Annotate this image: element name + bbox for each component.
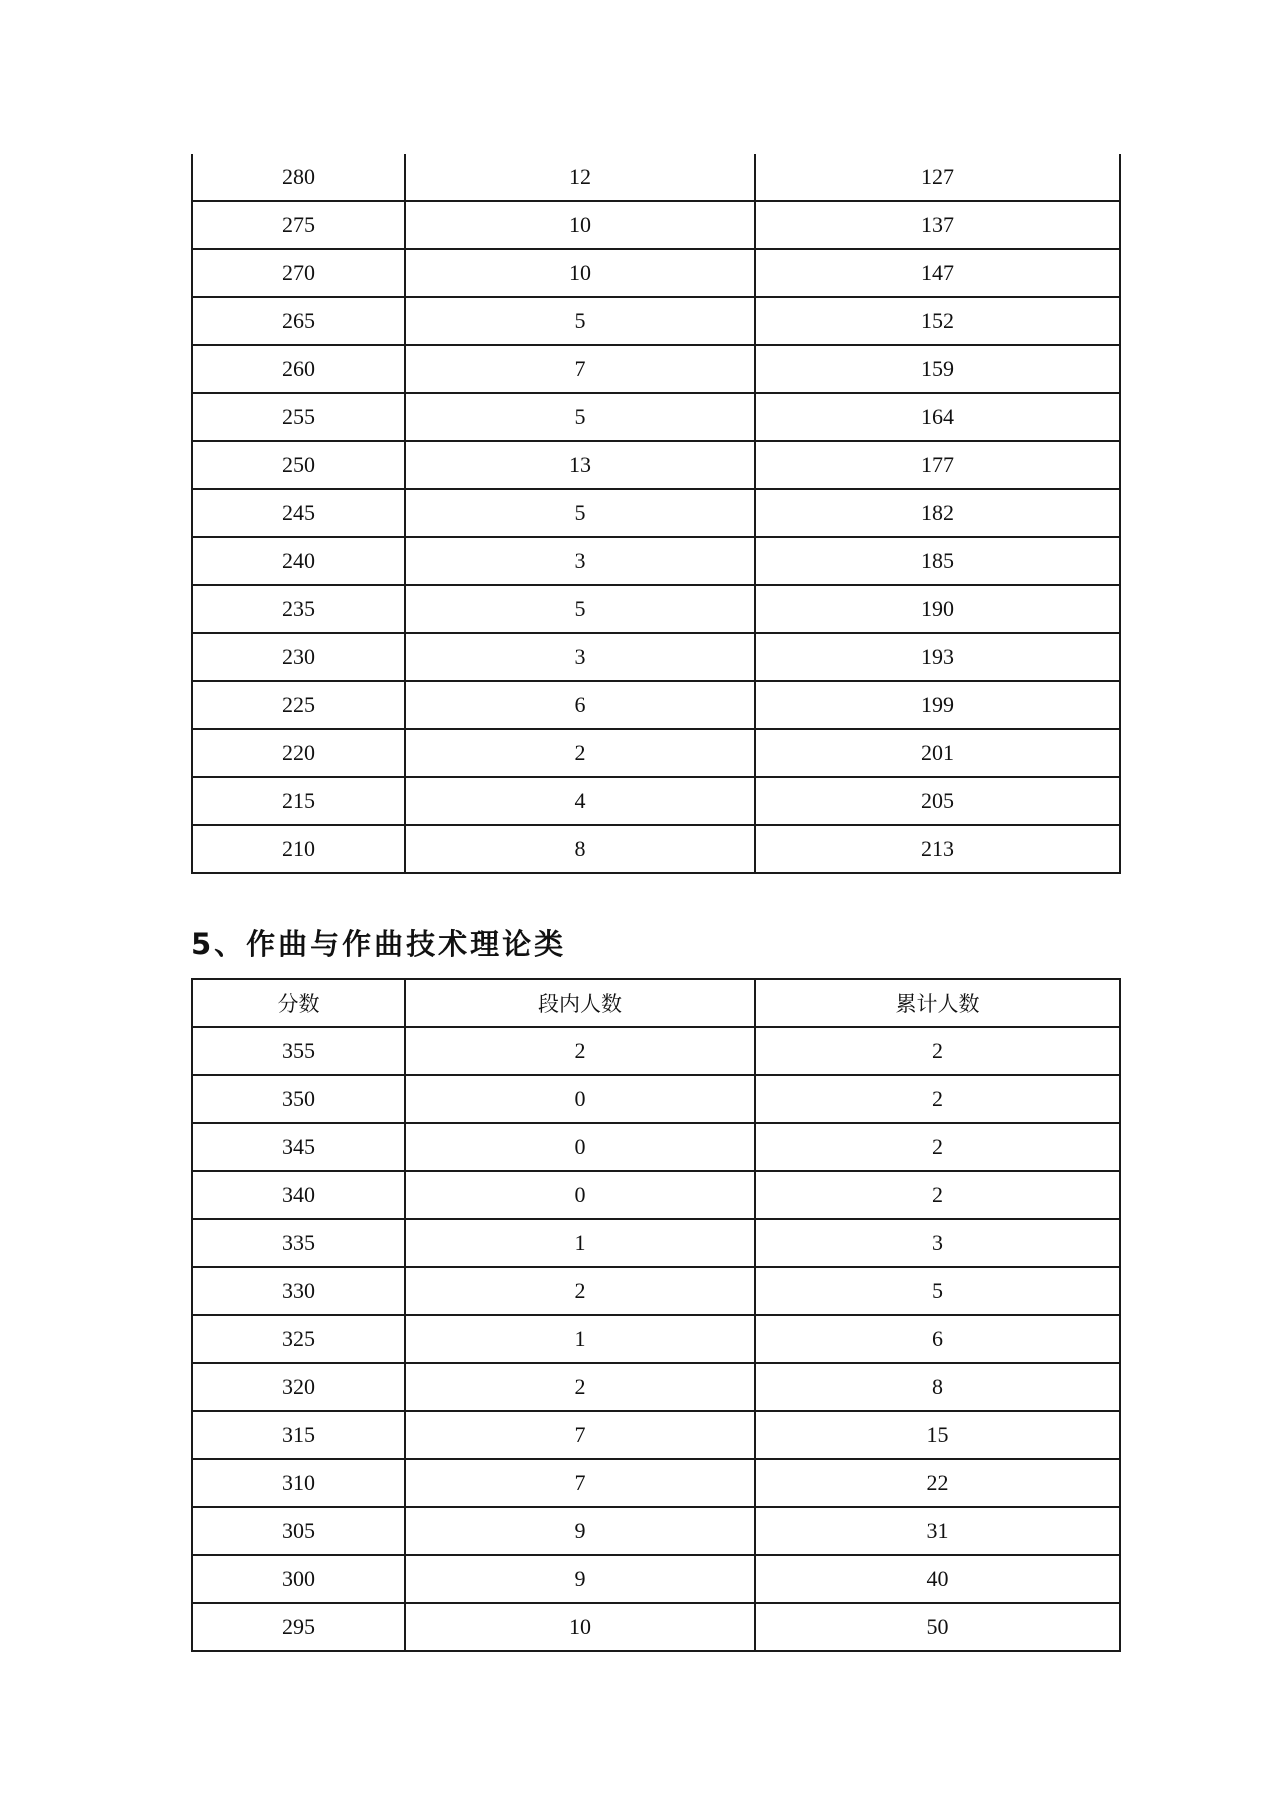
- table-row: [192, 154, 1120, 201]
- cell-cumulative-count: 22: [755, 1459, 1120, 1507]
- cell-score: 250: [192, 441, 405, 489]
- cell-segment-count: 2: [405, 729, 755, 777]
- cell-cumulative-count: 201: [755, 729, 1120, 777]
- cell-score: 305: [192, 1507, 405, 1555]
- cell-segment-count: 5: [405, 585, 755, 633]
- table-row: [192, 585, 1120, 633]
- table-row: [192, 537, 1120, 585]
- cell-segment-count: 1: [405, 1219, 755, 1267]
- score-table-continued: [191, 154, 1121, 874]
- score-table-composition: [191, 978, 1121, 1652]
- table-row: [192, 825, 1120, 873]
- cell-segment-count: 8: [405, 825, 755, 873]
- cell-segment-count: 2: [405, 1267, 755, 1315]
- cell-cumulative-count: 193: [755, 633, 1120, 681]
- cell-cumulative-count: 5: [755, 1267, 1120, 1315]
- table-row: [192, 1459, 1120, 1507]
- table-row: [192, 777, 1120, 825]
- cell-segment-count: 7: [405, 345, 755, 393]
- table-body: [192, 154, 1120, 873]
- cell-cumulative-count: 159: [755, 345, 1120, 393]
- cell-score: 235: [192, 585, 405, 633]
- cell-score: 310: [192, 1459, 405, 1507]
- cell-segment-count: 0: [405, 1123, 755, 1171]
- cell-score: 260: [192, 345, 405, 393]
- cell-cumulative-count: 127: [755, 154, 1120, 201]
- cell-cumulative-count: 2: [755, 1171, 1120, 1219]
- cell-cumulative-count: 152: [755, 297, 1120, 345]
- cell-score: 275: [192, 201, 405, 249]
- cell-cumulative-count: 15: [755, 1411, 1120, 1459]
- cell-cumulative-count: 164: [755, 393, 1120, 441]
- table-header: [192, 979, 1120, 1027]
- cell-cumulative-count: 137: [755, 201, 1120, 249]
- cell-segment-count: 0: [405, 1075, 755, 1123]
- table-row: [192, 1219, 1120, 1267]
- cell-segment-count: 2: [405, 1027, 755, 1075]
- table-row: [192, 201, 1120, 249]
- table-row: [192, 1075, 1120, 1123]
- cell-cumulative-count: 2: [755, 1075, 1120, 1123]
- cell-segment-count: 3: [405, 633, 755, 681]
- table-row: [192, 1171, 1120, 1219]
- table-row: [192, 1411, 1120, 1459]
- table-row: [192, 633, 1120, 681]
- cell-cumulative-count: 213: [755, 825, 1120, 873]
- cell-score: 245: [192, 489, 405, 537]
- cell-segment-count: 3: [405, 537, 755, 585]
- cell-segment-count: 5: [405, 489, 755, 537]
- table-body: [192, 1027, 1120, 1651]
- cell-segment-count: 4: [405, 777, 755, 825]
- cell-segment-count: 2: [405, 1363, 755, 1411]
- cell-score: 255: [192, 393, 405, 441]
- header-cumulative-count: 累计人数: [755, 979, 1120, 1027]
- cell-score: 240: [192, 537, 405, 585]
- cell-score: 335: [192, 1219, 405, 1267]
- cell-score: 280: [192, 154, 405, 201]
- table-row: [192, 345, 1120, 393]
- cell-segment-count: 0: [405, 1171, 755, 1219]
- table-row: [192, 441, 1120, 489]
- table-row: [192, 1123, 1120, 1171]
- table-row: [192, 681, 1120, 729]
- cell-cumulative-count: 205: [755, 777, 1120, 825]
- table-row: [192, 249, 1120, 297]
- cell-score: 270: [192, 249, 405, 297]
- header-score: 分数: [192, 979, 405, 1027]
- cell-segment-count: 1: [405, 1315, 755, 1363]
- cell-cumulative-count: 182: [755, 489, 1120, 537]
- table-row: [192, 1315, 1120, 1363]
- cell-score: 355: [192, 1027, 405, 1075]
- table-row: [192, 1507, 1120, 1555]
- cell-score: 325: [192, 1315, 405, 1363]
- cell-segment-count: 7: [405, 1411, 755, 1459]
- cell-segment-count: 9: [405, 1555, 755, 1603]
- cell-segment-count: 7: [405, 1459, 755, 1507]
- cell-score: 340: [192, 1171, 405, 1219]
- cell-segment-count: 9: [405, 1507, 755, 1555]
- table-row: [192, 1555, 1120, 1603]
- table-row: [192, 1363, 1120, 1411]
- cell-score: 225: [192, 681, 405, 729]
- table-row: [192, 1267, 1120, 1315]
- cell-segment-count: 13: [405, 441, 755, 489]
- cell-score: 210: [192, 825, 405, 873]
- cell-score: 300: [192, 1555, 405, 1603]
- cell-score: 220: [192, 729, 405, 777]
- table-row: [192, 729, 1120, 777]
- table-row: [192, 393, 1120, 441]
- cell-cumulative-count: 40: [755, 1555, 1120, 1603]
- cell-cumulative-count: 8: [755, 1363, 1120, 1411]
- section-heading: 5、作曲与作曲技术理论类: [191, 927, 567, 961]
- cell-segment-count: 12: [405, 154, 755, 201]
- table-row: [192, 297, 1120, 345]
- cell-score: 230: [192, 633, 405, 681]
- cell-score: 315: [192, 1411, 405, 1459]
- cell-cumulative-count: 50: [755, 1603, 1120, 1651]
- cell-score: 345: [192, 1123, 405, 1171]
- cell-score: 295: [192, 1603, 405, 1651]
- cell-segment-count: 10: [405, 201, 755, 249]
- table-row: [192, 489, 1120, 537]
- cell-cumulative-count: 6: [755, 1315, 1120, 1363]
- cell-score: 350: [192, 1075, 405, 1123]
- cell-cumulative-count: 199: [755, 681, 1120, 729]
- cell-cumulative-count: 3: [755, 1219, 1120, 1267]
- cell-cumulative-count: 147: [755, 249, 1120, 297]
- header-row: [192, 979, 1120, 1027]
- cell-cumulative-count: 190: [755, 585, 1120, 633]
- cell-cumulative-count: 2: [755, 1027, 1120, 1075]
- cell-segment-count: 10: [405, 1603, 755, 1651]
- cell-score: 330: [192, 1267, 405, 1315]
- cell-cumulative-count: 177: [755, 441, 1120, 489]
- header-segment-count: 段内人数: [405, 979, 755, 1027]
- cell-score: 265: [192, 297, 405, 345]
- cell-cumulative-count: 185: [755, 537, 1120, 585]
- table-row: [192, 1027, 1120, 1075]
- cell-segment-count: 5: [405, 297, 755, 345]
- table-row: [192, 1603, 1120, 1651]
- cell-segment-count: 5: [405, 393, 755, 441]
- cell-score: 215: [192, 777, 405, 825]
- cell-segment-count: 6: [405, 681, 755, 729]
- cell-score: 320: [192, 1363, 405, 1411]
- cell-cumulative-count: 2: [755, 1123, 1120, 1171]
- cell-segment-count: 10: [405, 249, 755, 297]
- cell-cumulative-count: 31: [755, 1507, 1120, 1555]
